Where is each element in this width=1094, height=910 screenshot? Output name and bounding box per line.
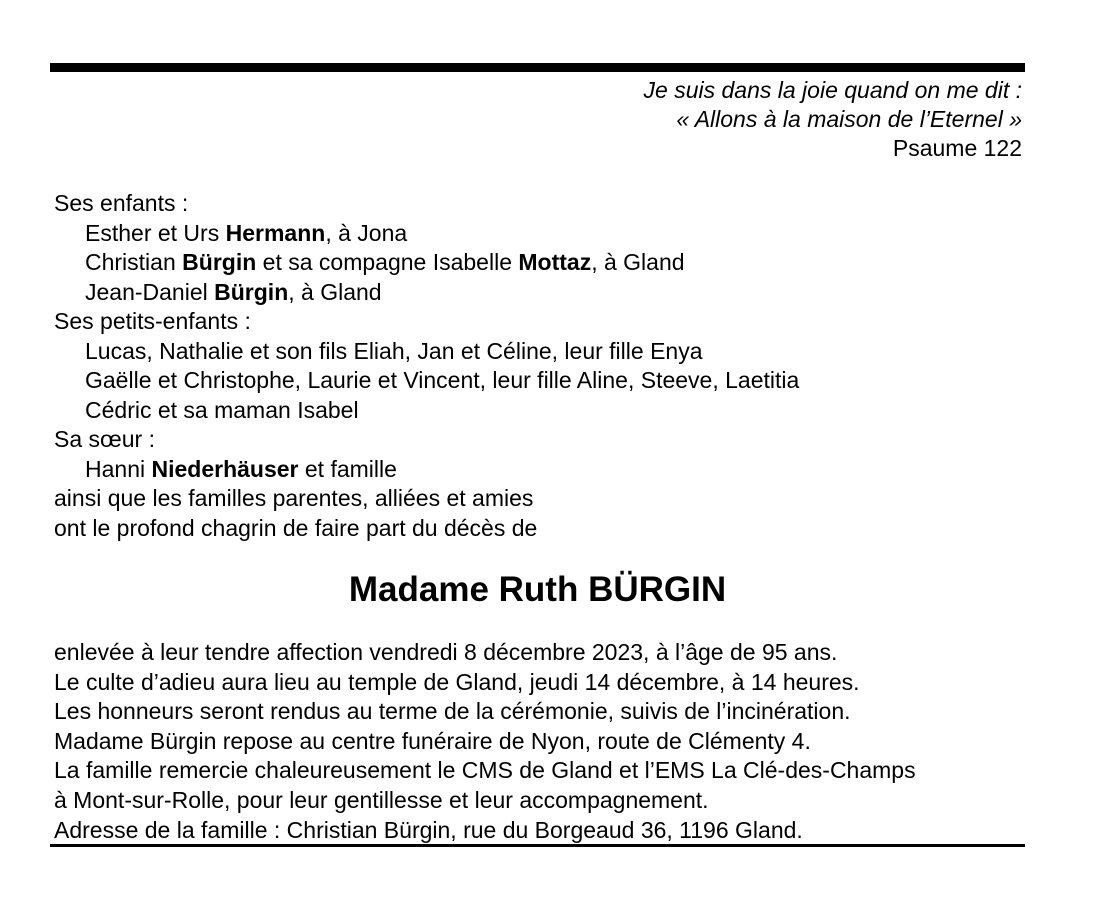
- grandchildren-entry: Cédric et sa maman Isabel: [85, 396, 359, 423]
- epigraph-source: Psaume 122: [892, 135, 1022, 161]
- details-line: enlevée à leur tendre affection vendredi 8 décembre 2023, à l’âge de 95 ans.: [54, 639, 838, 665]
- child-surname: Bürgin: [214, 278, 289, 305]
- sister-entry: [54, 455, 799, 485]
- grandchildren-entry: Gaëlle et Christophe, Laurie et Vincent, leur fille Aline, Steeve, Laetitia: [85, 367, 800, 393]
- child-location: , à Gland: [591, 249, 685, 275]
- details-line: Le culte d’adieu aura lieu au temple de Gland, jeudi 14 décembre, à 14 heures.: [54, 668, 860, 695]
- sister-suffix: et famille: [298, 455, 397, 482]
- child-given-names: Christian: [85, 249, 183, 275]
- closing-line-2: ont le profond chagrin de faire part du décès de: [54, 514, 538, 541]
- bottom-rule: [50, 844, 1025, 847]
- epigraph: [644, 76, 1022, 163]
- child-given-names: Jean-Daniel: [85, 278, 215, 305]
- child-given-names: Esther et Urs: [85, 219, 226, 246]
- child-entry: [54, 219, 799, 249]
- grandchildren-heading: Ses petits-enfants :: [54, 308, 251, 334]
- child-location: , à Gland: [288, 278, 382, 305]
- child-entry: [54, 278, 799, 308]
- family-list: [54, 189, 799, 543]
- details-line: La famille remercie chaleureusement le CMS de Gland et l’EMS La Clé-des-Champs: [54, 757, 916, 784]
- child-surname: Hermann: [225, 219, 326, 246]
- sister-given-name: Hanni: [85, 455, 152, 482]
- child-location: , à Jona: [325, 219, 408, 246]
- top-rule: [50, 63, 1025, 72]
- partner-given-names: et sa compagne Isabelle: [256, 249, 519, 275]
- closing-line-1: ainsi que les familles parentes, alliées et amies: [54, 485, 534, 511]
- child-entry: [54, 248, 799, 278]
- details-line: à Mont-sur-Rolle, pour leur gentillesse et leur accompagnement.: [54, 786, 709, 813]
- partner-surname: Mottaz: [518, 249, 592, 275]
- epigraph-line-2: « Allons à la maison de l’Eternel »: [676, 106, 1022, 132]
- grandchildren-entry: Lucas, Nathalie et son fils Eliah, Jan et Céline, leur fille Enya: [85, 337, 703, 364]
- child-surname: Bürgin: [182, 249, 257, 275]
- details-line: Les honneurs seront rendus au terme de la cérémonie, suivis de l’incinération.: [54, 698, 851, 725]
- children-heading: Ses enfants :: [54, 190, 189, 216]
- details-line: Adresse de la famille : Christian Bürgin, rue du Borgeaud 36, 1196 Gland.: [54, 816, 803, 843]
- sister-heading: Sa sœur :: [54, 426, 155, 452]
- epigraph-line-1: Je suis dans la joie quand on me dit :: [643, 77, 1022, 103]
- deceased-name: Madame Ruth BÜRGIN: [348, 570, 727, 609]
- sister-surname: Niederhäuser: [151, 455, 299, 482]
- details-line: Madame Bürgin repose au centre funéraire de Nyon, route de Clémenty 4.: [54, 727, 811, 754]
- announcement-details: [54, 638, 916, 845]
